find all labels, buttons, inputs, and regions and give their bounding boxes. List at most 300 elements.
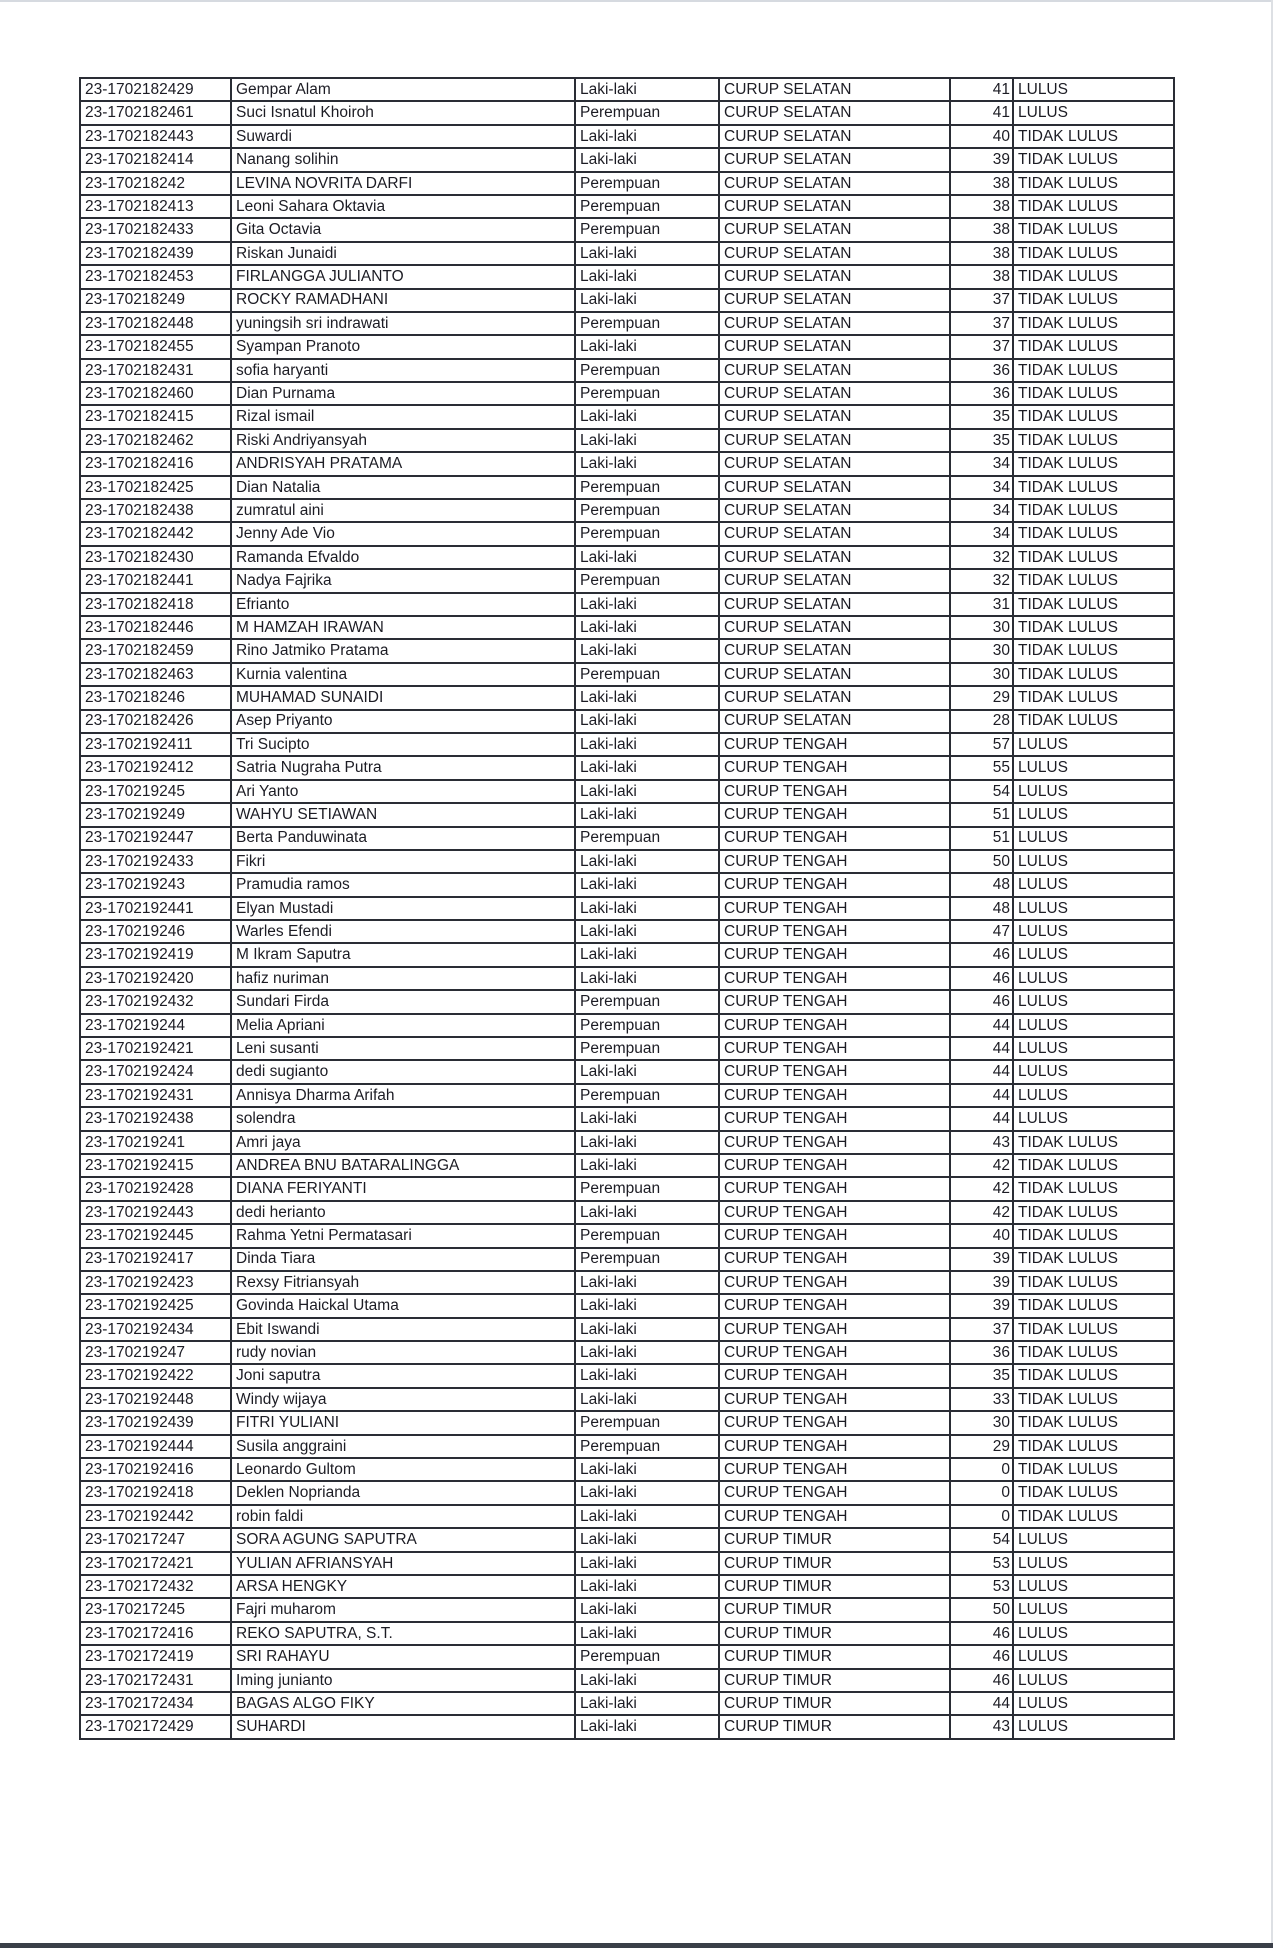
table-row <box>80 242 1174 265</box>
participant-id-cell: 23-1702192439 <box>80 1411 231 1434</box>
participant-name-cell: Joni saputra <box>231 1364 575 1387</box>
score-cell: 44 <box>950 1014 1013 1037</box>
result-status-cell: TIDAK LULUS <box>1013 1294 1174 1317</box>
gender-cell: Perempuan <box>575 663 719 686</box>
participant-name-cell: Dian Purnama <box>231 382 575 405</box>
district-cell: CURUP SELATAN <box>719 78 950 101</box>
district-cell: CURUP SELATAN <box>719 593 950 616</box>
table-row <box>80 1014 1174 1037</box>
score-cell: 41 <box>950 78 1013 101</box>
score-cell: 38 <box>950 195 1013 218</box>
participant-id-cell: 23-1702182438 <box>80 499 231 522</box>
participant-id-cell: 23-170219243 <box>80 873 231 896</box>
district-cell: CURUP SELATAN <box>719 172 950 195</box>
district-cell: CURUP TENGAH <box>719 1107 950 1130</box>
participant-id-cell: 23-1702182441 <box>80 569 231 592</box>
participant-name-cell: ARSA HENGKY <box>231 1575 575 1598</box>
participant-id-cell: 23-1702182415 <box>80 405 231 428</box>
table-row <box>80 1294 1174 1317</box>
score-cell: 38 <box>950 265 1013 288</box>
gender-cell: Perempuan <box>575 1014 719 1037</box>
gender-cell: Perempuan <box>575 569 719 592</box>
result-status-cell: TIDAK LULUS <box>1013 499 1174 522</box>
table-row <box>80 522 1174 545</box>
participant-name-cell: sofia haryanti <box>231 359 575 382</box>
table-row <box>80 1435 1174 1458</box>
participant-name-cell: Warles Efendi <box>231 920 575 943</box>
table-row <box>80 850 1174 873</box>
participant-name-cell: LEVINA NOVRITA DARFI <box>231 172 575 195</box>
district-cell: CURUP TIMUR <box>719 1669 950 1692</box>
score-cell: 54 <box>950 780 1013 803</box>
participant-name-cell: REKO SAPUTRA, S.T. <box>231 1622 575 1645</box>
district-cell: CURUP TENGAH <box>719 1154 950 1177</box>
gender-cell: Laki-laki <box>575 616 719 639</box>
result-status-cell: TIDAK LULUS <box>1013 569 1174 592</box>
district-cell: CURUP TIMUR <box>719 1552 950 1575</box>
district-cell: CURUP TENGAH <box>719 1341 950 1364</box>
score-cell: 39 <box>950 1248 1013 1271</box>
district-cell: CURUP TIMUR <box>719 1692 950 1715</box>
table-row <box>80 429 1174 452</box>
district-cell: CURUP TIMUR <box>719 1622 950 1645</box>
district-cell: CURUP TENGAH <box>719 1201 950 1224</box>
participant-name-cell: Suwardi <box>231 125 575 148</box>
district-cell: CURUP TIMUR <box>719 1715 950 1738</box>
participant-id-cell: 23-1702192411 <box>80 733 231 756</box>
gender-cell: Laki-laki <box>575 1294 719 1317</box>
gender-cell: Perempuan <box>575 476 719 499</box>
participant-name-cell: Govinda Haickal Utama <box>231 1294 575 1317</box>
participant-id-cell: 23-1702192447 <box>80 827 231 850</box>
table-row <box>80 1107 1174 1130</box>
table-row <box>80 827 1174 850</box>
district-cell: CURUP TENGAH <box>719 873 950 896</box>
district-cell: CURUP TENGAH <box>719 1411 950 1434</box>
score-cell: 0 <box>950 1458 1013 1481</box>
table-row <box>80 546 1174 569</box>
participant-id-cell: 23-1702182425 <box>80 476 231 499</box>
participant-id-cell: 23-1702172431 <box>80 1669 231 1692</box>
district-cell: CURUP TENGAH <box>719 1364 950 1387</box>
gender-cell: Perempuan <box>575 359 719 382</box>
participant-id-cell: 23-1702182443 <box>80 125 231 148</box>
result-status-cell: TIDAK LULUS <box>1013 710 1174 733</box>
table-row <box>80 1248 1174 1271</box>
score-cell: 34 <box>950 499 1013 522</box>
result-status-cell: TIDAK LULUS <box>1013 1154 1174 1177</box>
score-cell: 29 <box>950 686 1013 709</box>
participant-id-cell: 23-1702192445 <box>80 1224 231 1247</box>
table-row <box>80 710 1174 733</box>
table-row <box>80 639 1174 662</box>
table-row <box>80 1458 1174 1481</box>
result-status-cell: TIDAK LULUS <box>1013 289 1174 312</box>
table-row <box>80 172 1174 195</box>
table-row <box>80 873 1174 896</box>
gender-cell: Perempuan <box>575 101 719 124</box>
score-cell: 51 <box>950 827 1013 850</box>
gender-cell: Perempuan <box>575 218 719 241</box>
result-status-cell: TIDAK LULUS <box>1013 405 1174 428</box>
district-cell: CURUP TIMUR <box>719 1575 950 1598</box>
table-row <box>80 1692 1174 1715</box>
gender-cell: Laki-laki <box>575 1528 719 1551</box>
participant-id-cell: 23-1702192438 <box>80 1107 231 1130</box>
score-cell: 46 <box>950 1622 1013 1645</box>
result-status-cell: TIDAK LULUS <box>1013 1318 1174 1341</box>
result-status-cell: TIDAK LULUS <box>1013 1224 1174 1247</box>
result-status-cell: TIDAK LULUS <box>1013 1131 1174 1154</box>
score-cell: 42 <box>950 1177 1013 1200</box>
result-status-cell: TIDAK LULUS <box>1013 312 1174 335</box>
score-cell: 50 <box>950 850 1013 873</box>
gender-cell: Laki-laki <box>575 1388 719 1411</box>
score-cell: 53 <box>950 1575 1013 1598</box>
participant-name-cell: ANDRISYAH PRATAMA <box>231 452 575 475</box>
score-cell: 39 <box>950 1294 1013 1317</box>
gender-cell: Perempuan <box>575 499 719 522</box>
score-cell: 44 <box>950 1060 1013 1083</box>
participant-id-cell: 23-1702182413 <box>80 195 231 218</box>
score-cell: 43 <box>950 1131 1013 1154</box>
district-cell: CURUP SELATAN <box>719 405 950 428</box>
participant-name-cell: zumratul aini <box>231 499 575 522</box>
participant-id-cell: 23-1702182416 <box>80 452 231 475</box>
participant-id-cell: 23-170218242 <box>80 172 231 195</box>
result-status-cell: TIDAK LULUS <box>1013 1505 1174 1528</box>
participant-id-cell: 23-1702182433 <box>80 218 231 241</box>
score-cell: 0 <box>950 1505 1013 1528</box>
gender-cell: Laki-laki <box>575 125 719 148</box>
score-cell: 38 <box>950 218 1013 241</box>
participant-id-cell: 23-170219249 <box>80 803 231 826</box>
participant-name-cell: Ebit Iswandi <box>231 1318 575 1341</box>
gender-cell: Perempuan <box>575 522 719 545</box>
gender-cell: Laki-laki <box>575 920 719 943</box>
gender-cell: Laki-laki <box>575 756 719 779</box>
score-cell: 35 <box>950 405 1013 428</box>
gender-cell: Laki-laki <box>575 1622 719 1645</box>
participant-id-cell: 23-1702182462 <box>80 429 231 452</box>
result-status-cell: TIDAK LULUS <box>1013 359 1174 382</box>
participant-id-cell: 23-1702192434 <box>80 1318 231 1341</box>
score-cell: 40 <box>950 125 1013 148</box>
result-status-cell: LULUS <box>1013 1060 1174 1083</box>
participant-id-cell: 23-1702192419 <box>80 943 231 966</box>
district-cell: CURUP SELATAN <box>719 663 950 686</box>
district-cell: CURUP TENGAH <box>719 1131 950 1154</box>
table-row <box>80 967 1174 990</box>
participant-name-cell: Windy wijaya <box>231 1388 575 1411</box>
participant-id-cell: 23-1702192443 <box>80 1201 231 1224</box>
table-row <box>80 499 1174 522</box>
gender-cell: Perempuan <box>575 1645 719 1668</box>
district-cell: CURUP SELATAN <box>719 382 950 405</box>
district-cell: CURUP SELATAN <box>719 125 950 148</box>
table-row <box>80 756 1174 779</box>
score-cell: 34 <box>950 522 1013 545</box>
participant-id-cell: 23-1702192418 <box>80 1481 231 1504</box>
participant-id-cell: 23-1702192432 <box>80 990 231 1013</box>
participant-id-cell: 23-1702192421 <box>80 1037 231 1060</box>
participant-id-cell: 23-1702192428 <box>80 1177 231 1200</box>
table-row <box>80 593 1174 616</box>
table-row <box>80 1364 1174 1387</box>
participant-name-cell: Gita Octavia <box>231 218 575 241</box>
score-cell: 30 <box>950 663 1013 686</box>
result-status-cell: LULUS <box>1013 803 1174 826</box>
result-status-cell: LULUS <box>1013 850 1174 873</box>
table-row <box>80 1131 1174 1154</box>
score-cell: 30 <box>950 616 1013 639</box>
district-cell: CURUP TENGAH <box>719 943 950 966</box>
participant-id-cell: 23-1702172432 <box>80 1575 231 1598</box>
participant-id-cell: 23-1702182426 <box>80 710 231 733</box>
result-status-cell: LULUS <box>1013 967 1174 990</box>
district-cell: CURUP SELATAN <box>719 569 950 592</box>
table-row <box>80 803 1174 826</box>
table-row <box>80 897 1174 920</box>
participant-id-cell: 23-1702192416 <box>80 1458 231 1481</box>
table-row <box>80 382 1174 405</box>
score-cell: 48 <box>950 873 1013 896</box>
score-cell: 37 <box>950 312 1013 335</box>
district-cell: CURUP TENGAH <box>719 1388 950 1411</box>
gender-cell: Laki-laki <box>575 546 719 569</box>
participant-id-cell: 23-1702192425 <box>80 1294 231 1317</box>
score-cell: 42 <box>950 1154 1013 1177</box>
gender-cell: Perempuan <box>575 990 719 1013</box>
district-cell: CURUP SELATAN <box>719 101 950 124</box>
gender-cell: Laki-laki <box>575 803 719 826</box>
participant-id-cell: 23-1702182461 <box>80 101 231 124</box>
table-row <box>80 1224 1174 1247</box>
results-table <box>79 77 1175 1740</box>
participant-id-cell: 23-170217245 <box>80 1598 231 1621</box>
district-cell: CURUP TENGAH <box>719 1037 950 1060</box>
table-row <box>80 1154 1174 1177</box>
table-row <box>80 1715 1174 1738</box>
participant-id-cell: 23-1702192415 <box>80 1154 231 1177</box>
table-row <box>80 1318 1174 1341</box>
score-cell: 46 <box>950 1645 1013 1668</box>
district-cell: CURUP SELATAN <box>719 148 950 171</box>
participant-name-cell: Leonardo Gultom <box>231 1458 575 1481</box>
table-row <box>80 195 1174 218</box>
result-status-cell: TIDAK LULUS <box>1013 1388 1174 1411</box>
participant-id-cell: 23-1702172419 <box>80 1645 231 1668</box>
district-cell: CURUP TENGAH <box>719 780 950 803</box>
participant-id-cell: 23-1702192420 <box>80 967 231 990</box>
score-cell: 36 <box>950 382 1013 405</box>
participant-name-cell: FIRLANGGA JULIANTO <box>231 265 575 288</box>
result-status-cell: TIDAK LULUS <box>1013 429 1174 452</box>
participant-id-cell: 23-1702192422 <box>80 1364 231 1387</box>
district-cell: CURUP TENGAH <box>719 1435 950 1458</box>
participant-name-cell: M HAMZAH IRAWAN <box>231 616 575 639</box>
table-row <box>80 405 1174 428</box>
gender-cell: Laki-laki <box>575 1271 719 1294</box>
table-row <box>80 990 1174 1013</box>
table-row <box>80 335 1174 358</box>
participant-id-cell: 23-170219241 <box>80 1131 231 1154</box>
result-status-cell: LULUS <box>1013 990 1174 1013</box>
participant-id-cell: 23-1702182463 <box>80 663 231 686</box>
participant-name-cell: Fajri muharom <box>231 1598 575 1621</box>
result-status-cell: LULUS <box>1013 897 1174 920</box>
district-cell: CURUP SELATAN <box>719 639 950 662</box>
district-cell: CURUP SELATAN <box>719 476 950 499</box>
participant-id-cell: 23-1702172429 <box>80 1715 231 1738</box>
district-cell: CURUP SELATAN <box>719 710 950 733</box>
table-row <box>80 780 1174 803</box>
district-cell: CURUP TENGAH <box>719 827 950 850</box>
score-cell: 43 <box>950 1715 1013 1738</box>
gender-cell: Laki-laki <box>575 1341 719 1364</box>
table-row <box>80 920 1174 943</box>
table-row <box>80 1411 1174 1434</box>
table-row <box>80 569 1174 592</box>
district-cell: CURUP TENGAH <box>719 1248 950 1271</box>
table-row <box>80 265 1174 288</box>
result-status-cell: TIDAK LULUS <box>1013 663 1174 686</box>
result-status-cell: TIDAK LULUS <box>1013 546 1174 569</box>
gender-cell: Perempuan <box>575 1248 719 1271</box>
participant-name-cell: dedi herianto <box>231 1201 575 1224</box>
result-status-cell: LULUS <box>1013 78 1174 101</box>
participant-id-cell: 23-1702172416 <box>80 1622 231 1645</box>
participant-name-cell: yuningsih sri indrawati <box>231 312 575 335</box>
gender-cell: Laki-laki <box>575 242 719 265</box>
participant-name-cell: Leni susanti <box>231 1037 575 1060</box>
gender-cell: Laki-laki <box>575 452 719 475</box>
table-row <box>80 1575 1174 1598</box>
district-cell: CURUP TENGAH <box>719 803 950 826</box>
participant-name-cell: Leoni Sahara Oktavia <box>231 195 575 218</box>
score-cell: 32 <box>950 569 1013 592</box>
district-cell: CURUP TENGAH <box>719 1505 950 1528</box>
district-cell: CURUP SELATAN <box>719 522 950 545</box>
score-cell: 39 <box>950 148 1013 171</box>
result-status-cell: TIDAK LULUS <box>1013 639 1174 662</box>
result-status-cell: TIDAK LULUS <box>1013 335 1174 358</box>
district-cell: CURUP TENGAH <box>719 1177 950 1200</box>
participant-id-cell: 23-1702192424 <box>80 1060 231 1083</box>
participant-name-cell: dedi sugianto <box>231 1060 575 1083</box>
gender-cell: Laki-laki <box>575 1481 719 1504</box>
participant-name-cell: Susila anggraini <box>231 1435 575 1458</box>
participant-name-cell: Rahma Yetni Permatasari <box>231 1224 575 1247</box>
participant-name-cell: solendra <box>231 1107 575 1130</box>
result-status-cell: LULUS <box>1013 827 1174 850</box>
district-cell: CURUP SELATAN <box>719 499 950 522</box>
district-cell: CURUP TENGAH <box>719 1014 950 1037</box>
score-cell: 46 <box>950 1669 1013 1692</box>
participant-id-cell: 23-1702192444 <box>80 1435 231 1458</box>
score-cell: 39 <box>950 1271 1013 1294</box>
participant-id-cell: 23-170218246 <box>80 686 231 709</box>
score-cell: 51 <box>950 803 1013 826</box>
gender-cell: Perempuan <box>575 195 719 218</box>
score-cell: 37 <box>950 289 1013 312</box>
participant-name-cell: Jenny Ade Vio <box>231 522 575 545</box>
participant-name-cell: Annisya Dharma Arifah <box>231 1084 575 1107</box>
participant-name-cell: Nanang solihin <box>231 148 575 171</box>
result-status-cell: TIDAK LULUS <box>1013 218 1174 241</box>
score-cell: 47 <box>950 920 1013 943</box>
result-status-cell: TIDAK LULUS <box>1013 1481 1174 1504</box>
table-row <box>80 148 1174 171</box>
result-status-cell: LULUS <box>1013 1552 1174 1575</box>
score-cell: 0 <box>950 1481 1013 1504</box>
scan-edge-top <box>0 0 1273 2</box>
result-status-cell: LULUS <box>1013 733 1174 756</box>
score-cell: 38 <box>950 172 1013 195</box>
participant-id-cell: 23-1702192433 <box>80 850 231 873</box>
district-cell: CURUP SELATAN <box>719 195 950 218</box>
gender-cell: Laki-laki <box>575 639 719 662</box>
participant-id-cell: 23-1702182446 <box>80 616 231 639</box>
table-row <box>80 289 1174 312</box>
participant-id-cell: 23-1702182460 <box>80 382 231 405</box>
gender-cell: Laki-laki <box>575 1131 719 1154</box>
score-cell: 46 <box>950 943 1013 966</box>
participant-name-cell: Dinda Tiara <box>231 1248 575 1271</box>
result-status-cell: TIDAK LULUS <box>1013 1201 1174 1224</box>
gender-cell: Laki-laki <box>575 1575 719 1598</box>
gender-cell: Laki-laki <box>575 1458 719 1481</box>
gender-cell: Laki-laki <box>575 897 719 920</box>
participant-name-cell: Rexsy Fitriansyah <box>231 1271 575 1294</box>
participant-name-cell: Dian Natalia <box>231 476 575 499</box>
gender-cell: Perempuan <box>575 1037 719 1060</box>
result-status-cell: TIDAK LULUS <box>1013 1411 1174 1434</box>
district-cell: CURUP TENGAH <box>719 1224 950 1247</box>
table-row <box>80 218 1174 241</box>
score-cell: 44 <box>950 1692 1013 1715</box>
table-row <box>80 359 1174 382</box>
score-cell: 35 <box>950 1364 1013 1387</box>
result-status-cell: TIDAK LULUS <box>1013 593 1174 616</box>
participant-id-cell: 23-1702182430 <box>80 546 231 569</box>
district-cell: CURUP TIMUR <box>719 1598 950 1621</box>
district-cell: CURUP TENGAH <box>719 756 950 779</box>
result-status-cell: LULUS <box>1013 1528 1174 1551</box>
table-row <box>80 476 1174 499</box>
gender-cell: Perempuan <box>575 1084 719 1107</box>
district-cell: CURUP SELATAN <box>719 218 950 241</box>
participant-name-cell: Gempar Alam <box>231 78 575 101</box>
gender-cell: Laki-laki <box>575 1154 719 1177</box>
table-row <box>80 1669 1174 1692</box>
district-cell: CURUP SELATAN <box>719 242 950 265</box>
participant-name-cell: Melia Apriani <box>231 1014 575 1037</box>
gender-cell: Perempuan <box>575 827 719 850</box>
participant-id-cell: 23-1702192417 <box>80 1248 231 1271</box>
gender-cell: Laki-laki <box>575 710 719 733</box>
result-status-cell: TIDAK LULUS <box>1013 616 1174 639</box>
participant-name-cell: SUHARDI <box>231 1715 575 1738</box>
participant-id-cell: 23-1702192442 <box>80 1505 231 1528</box>
score-cell: 30 <box>950 1411 1013 1434</box>
result-status-cell: LULUS <box>1013 1598 1174 1621</box>
participant-id-cell: 23-1702182439 <box>80 242 231 265</box>
participant-id-cell: 23-1702182418 <box>80 593 231 616</box>
score-cell: 46 <box>950 967 1013 990</box>
score-cell: 48 <box>950 897 1013 920</box>
participant-name-cell: MUHAMAD SUNAIDI <box>231 686 575 709</box>
